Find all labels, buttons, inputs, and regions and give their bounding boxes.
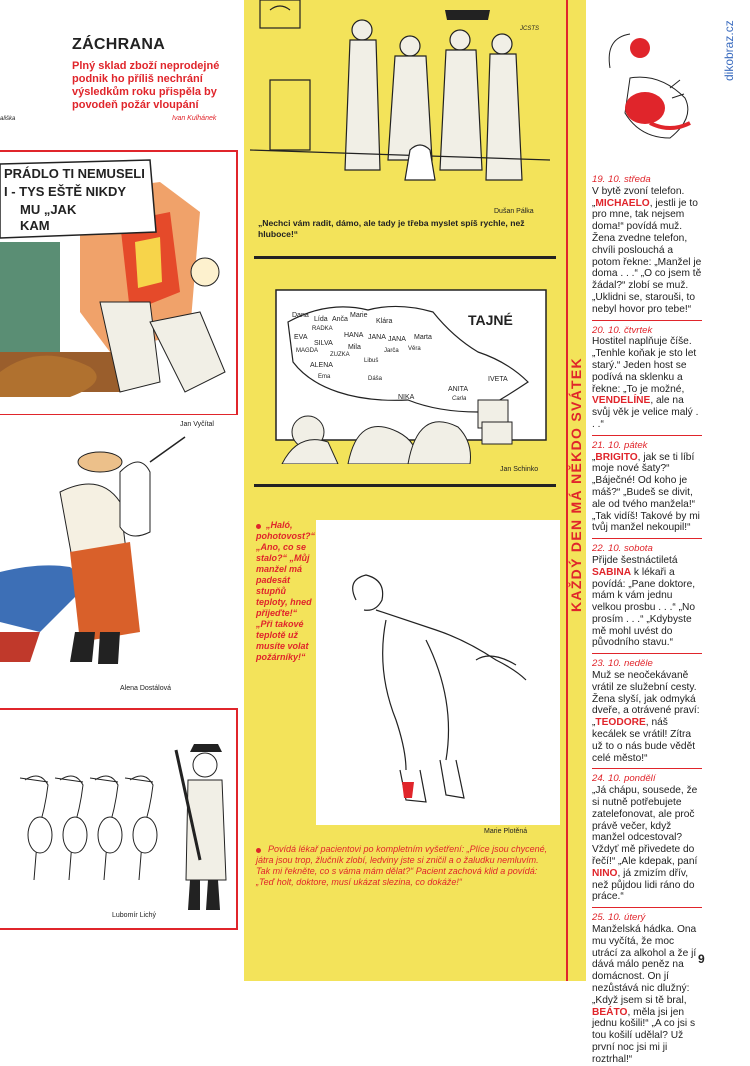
author-lichy: Lubomír Lichý	[112, 912, 156, 919]
map-name-5: Klára	[376, 318, 393, 325]
sidebar-title: KAŽDÝ DEN MÁ NĚKDO SVÁTEK	[568, 357, 584, 613]
entry-divider	[592, 768, 702, 769]
entry-name: SABINA	[592, 566, 632, 578]
entry-quote: „	[592, 197, 596, 209]
entry-text	[592, 186, 702, 316]
cartoon-palka	[250, 0, 550, 208]
sign-line-2: I - TYS EŠTĚ NIKDY	[4, 184, 127, 199]
map-name-6: EVA	[294, 334, 308, 341]
entry-text	[592, 670, 702, 764]
author-right: Ivan Kulhánek	[172, 115, 217, 122]
entry-text	[592, 336, 702, 430]
entry-divider	[592, 538, 702, 539]
caption-palka: „Nechci vám radit, dámo, ale tady je třeba myslet spíš rychle, než hluboce!“	[258, 218, 525, 239]
cartoon-schinko	[258, 282, 552, 464]
entry-quote: „	[592, 451, 596, 463]
cartoon-lichy	[0, 708, 238, 930]
signature-palka: JCSTS	[520, 26, 540, 32]
entry-22	[592, 543, 702, 654]
map-name-8: HANA	[344, 332, 364, 339]
map-name-7: SILVA	[314, 340, 333, 347]
entry-date: 21. 10. pátek	[592, 439, 648, 451]
entry-body: , náš kecálek se vrátil! Zítra už to o nás bude vědět celé město!“	[592, 717, 696, 764]
entry-name: BRIGITO	[595, 451, 638, 463]
map-name-15: Marta	[414, 334, 432, 341]
entry-quote: „	[592, 717, 596, 729]
entry-text	[592, 924, 702, 1066]
entry-pre: „Já chápu, sousede, že si nutně potřebujete zatelefonovat, ale proč právě večer, když manžel odcestoval? Vždyť mě přivedete do řečí!“ „Ale kdepak, paní	[592, 785, 698, 868]
sign-line-3: MU „JAK	[20, 202, 77, 217]
map-name-22: ANITA	[448, 386, 469, 393]
entry-date: 25. 10. úterý	[592, 912, 646, 924]
sign-line-1: PRÁDLO TI NEMUSELI	[4, 166, 145, 181]
author-plotena: Marie Plotěná	[484, 828, 528, 835]
divider-2	[254, 484, 556, 487]
cartoon-plotena	[316, 520, 560, 825]
page-number: 9	[698, 952, 705, 966]
map-name-21: NIKA	[398, 394, 415, 401]
entry-pre: Hostitel naplňuje číše. „Tenhle koňak je sto let starý.“ Jeden host se podívá na sklenku a řekne: „To je možné,	[592, 336, 697, 395]
map-name-0: Dana	[292, 312, 309, 319]
entry-divider	[592, 435, 702, 436]
entry-name: BEÁTO	[592, 1006, 628, 1018]
cartoon-vycital	[0, 150, 238, 415]
entry-name: NINO	[592, 867, 618, 879]
cartoon-dostalova	[0, 432, 240, 672]
entry-divider	[592, 907, 702, 908]
map-name-11: MAGDA	[296, 348, 319, 354]
entry-date: 24. 10. pondělí	[592, 773, 656, 785]
map-title: TAJNÉ	[468, 312, 513, 328]
map-name-3: Marie	[350, 312, 368, 319]
map-name-10: JANA	[388, 336, 406, 343]
entry-date: 20. 10. čtvrtek	[592, 324, 653, 336]
entry-body: k lékaři a povídá: „Pane doktore, mám k vám jednu velkou prosbu . . .“ „No prosím . . .“ „Kdybyste mě mohl uvést do původního stavu.“	[592, 566, 696, 649]
entry-date: 19. 10. středa	[592, 174, 651, 185]
divider-1	[254, 256, 556, 259]
entry-pre: Muž se neočekávaně vrátil ze služební cesty. Žena slyší, jak odmyká dveře, a otrávené praví:	[592, 670, 700, 717]
entry-body: , ale na svůj věk je velice malý . . .“	[592, 395, 699, 430]
map-name-14: Věra	[408, 346, 421, 352]
entry-body: , jak se ti líbí moje nové šaty?“ „Báječné! Od koho je máš?“ „Budeš se divit, ale od tvého manžela!“ „Tak vidíš! Takové by mi tvůj manžel nekoupil!“	[592, 451, 700, 534]
map-name-4: RADKA	[312, 326, 333, 332]
map-name-23: Carla	[452, 396, 467, 402]
map-name-18: Ema	[318, 374, 331, 380]
author-left: ališka	[0, 116, 16, 122]
author-schinko: Jan Schinko	[500, 466, 539, 473]
entry-divider	[592, 653, 702, 654]
watermark: dikobraz.cz	[722, 20, 736, 81]
entry-date: 22. 10. sobota	[592, 543, 653, 555]
entry-date: 23. 10. neděle	[592, 658, 653, 670]
sign-line-4: KAM	[20, 218, 50, 233]
entry-25	[592, 912, 702, 1065]
author-vycital: Jan Vyčítal	[180, 421, 214, 428]
map-name-1: Lída	[314, 316, 328, 323]
entry-body: , jestli je to pro mne, tak nejsem doma!“ povídá muž. Žena zvedne telefon, chvíli poslouchá a potom řekne: „Manžel je doma . . .“ „O co jsem tě žádal?“ zlobí se muž. „Uklidni se, starouši, to nebyl hovor pro tebe!“	[592, 197, 702, 315]
lede-text: Plný sklad zboží neprodejné podnik ho příliš nechrání výsledkům roku přispěla by povodeň požár vloupání	[72, 60, 220, 111]
map-name-9: JANA	[368, 334, 386, 341]
clown-illustration	[600, 28, 710, 158]
entry-19	[592, 174, 702, 321]
map-name-16: ALENA	[310, 362, 333, 369]
map-name-20: Dáša	[368, 376, 383, 382]
entry-text	[592, 555, 702, 649]
entry-23	[592, 658, 702, 769]
map-name-17: Jarča	[384, 348, 399, 354]
entry-20	[592, 325, 702, 436]
map-name-12: Mila	[348, 344, 361, 351]
entry-body: , já zmizím dřív, než půjdou lidi ráno do práce.“	[592, 867, 695, 903]
entry-24	[592, 773, 702, 908]
map-name-24: IVETA	[488, 376, 508, 383]
map-name-13: ZUZKA	[330, 352, 350, 358]
entry-pre: V bytě zvoní telefon.	[592, 185, 685, 197]
entry-name: VENDELÍNE	[592, 395, 651, 407]
entry-body: , měla jsi jen jednu košili!“ „A co jsi s tou košilí udělal? Už první noc jsi mi ji roztrhal!“	[592, 1006, 696, 1065]
joke-doctor: Povídá lékař pacientovi po kompletním vyšetření: „Plíce jsou chycené, játra jsou trop, žlučník zlobí, ledviny jste si zničil a o žaludku nemluvím. Tak mi řekněte, co s váma mám dělat?“ Pacient zachová klid a povídá: „Teď holt, doktore, musí ukázat slezina, co dokáže!“	[256, 844, 548, 887]
entry-pre: Manželská hádka. Ona mu vyčítá, že moc utrácí za alkohol a že jí dává málo peněz na domácnost. On jí nezůstává nic dlužný: „Když jsem si tě bral,	[592, 924, 697, 1006]
map-name-2: Anča	[332, 316, 348, 323]
entry-text	[592, 785, 702, 903]
entry-text	[592, 452, 702, 535]
author-palka: Dušan Pálka	[494, 208, 534, 215]
entry-21	[592, 440, 702, 539]
entry-name: MICHAELO	[595, 197, 650, 209]
author-dostalova: Alena Dostálová	[120, 685, 171, 692]
entry-divider	[592, 320, 702, 321]
map-name-19: Libuš	[364, 358, 379, 364]
page-title: ZÁCHRANA	[72, 36, 166, 53]
entry-pre: Přijde šestnáctiletá	[592, 554, 678, 566]
joke-fire: „Haló, pohotovost?“ „Ano, co se stalo?“ „Můj manžel má padesát stupňů teploty, hned přijeďte!“ „Při takové teplotě už musíte volat požárníky!“	[256, 520, 315, 662]
calendar-column	[592, 172, 702, 1066]
entry-name: TEODORE	[595, 717, 646, 729]
